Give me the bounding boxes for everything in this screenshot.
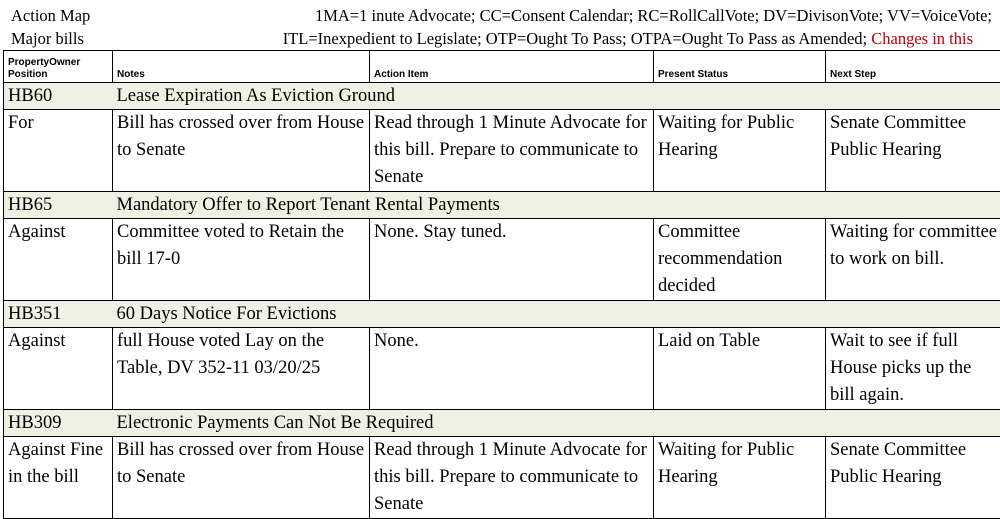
- bill-next-step: Waiting for committee to work on bill.: [826, 219, 1000, 301]
- bill-header-row: [4, 192, 1000, 219]
- bill-position: For: [4, 110, 113, 192]
- bill-header-row: [4, 83, 1000, 110]
- bill-next-step: Senate Committee Public Hearing: [826, 437, 1000, 519]
- bill-detail-row: [4, 328, 1000, 410]
- bill-notes: Committee voted to Retain the bill 17-0: [113, 219, 370, 301]
- bill-title: Mandatory Offer to Report Tenant Rental Payments: [113, 192, 1000, 219]
- bill-action-item: Read through 1 Minute Advocate for this bill. Prepare to communicate to Senate: [370, 110, 654, 192]
- bill-code: HB60: [4, 83, 113, 110]
- column-header-position: PropertyOwner Position: [4, 51, 113, 83]
- bill-notes: Bill has crossed over from House to Senate: [113, 437, 370, 519]
- bill-present-status: Waiting for Public Hearing: [654, 110, 826, 192]
- bill-title: Electronic Payments Can Not Be Required: [113, 410, 1000, 437]
- bill-detail-row: [4, 437, 1000, 519]
- bill-detail-row: [4, 219, 1000, 301]
- abbreviation-legend-line2: [283, 27, 973, 50]
- bill-notes: full House voted Lay on the Table, DV 352-11 03/20/25: [113, 328, 370, 410]
- sheet-subtitle: Major bills: [11, 27, 84, 50]
- bill-position: Against: [4, 328, 113, 410]
- bill-action-item: Read through 1 Minute Advocate for this bill. Prepare to communicate to Senate: [370, 437, 654, 519]
- bill-present-status: Laid on Table: [654, 328, 826, 410]
- bill-position: Against Fine in the bill: [4, 437, 113, 519]
- bill-detail-row: [4, 110, 1000, 192]
- bill-notes: Bill has crossed over from House to Senate: [113, 110, 370, 192]
- bill-code: HB351: [4, 301, 113, 328]
- column-header-action-item: Action Item: [370, 51, 654, 83]
- bills-table: [3, 50, 1000, 519]
- column-header-present-status: Present Status: [654, 51, 826, 83]
- bill-header-row: [4, 410, 1000, 437]
- bill-code: HB65: [4, 192, 113, 219]
- bill-action-item: None. Stay tuned.: [370, 219, 654, 301]
- sheet-header: [0, 0, 1000, 50]
- column-header-row: [4, 51, 1000, 83]
- bill-header-row: [4, 301, 1000, 328]
- sheet-title: Action Map: [11, 4, 90, 27]
- bill-position: Against: [4, 219, 113, 301]
- bill-title: Lease Expiration As Eviction Ground: [113, 83, 1000, 110]
- bill-present-status: Waiting for Public Hearing: [654, 437, 826, 519]
- column-header-notes: Notes: [113, 51, 370, 83]
- bill-next-step: Senate Committee Public Hearing: [826, 110, 1000, 192]
- bill-present-status: Committee recommendation decided: [654, 219, 826, 301]
- abbreviation-legend-text: ITL=Inexpedient to Legislate; OTP=Ought To Pass; OTPA=Ought To Pass as Amended;: [283, 29, 867, 48]
- column-header-next-step: Next Step: [826, 51, 1000, 83]
- abbreviation-legend-line1: 1MA=1 inute Advocate; CC=Consent Calendar; RC=RollCallVote; DV=DivisonVote; VV=VoiceVote;: [315, 4, 992, 27]
- bill-code: HB309: [4, 410, 113, 437]
- bill-next-step: Wait to see if full House picks up the bill again.: [826, 328, 1000, 410]
- bill-action-item: None.: [370, 328, 654, 410]
- changes-note: Changes in this: [871, 29, 973, 48]
- bill-title: 60 Days Notice For Evictions: [113, 301, 1000, 328]
